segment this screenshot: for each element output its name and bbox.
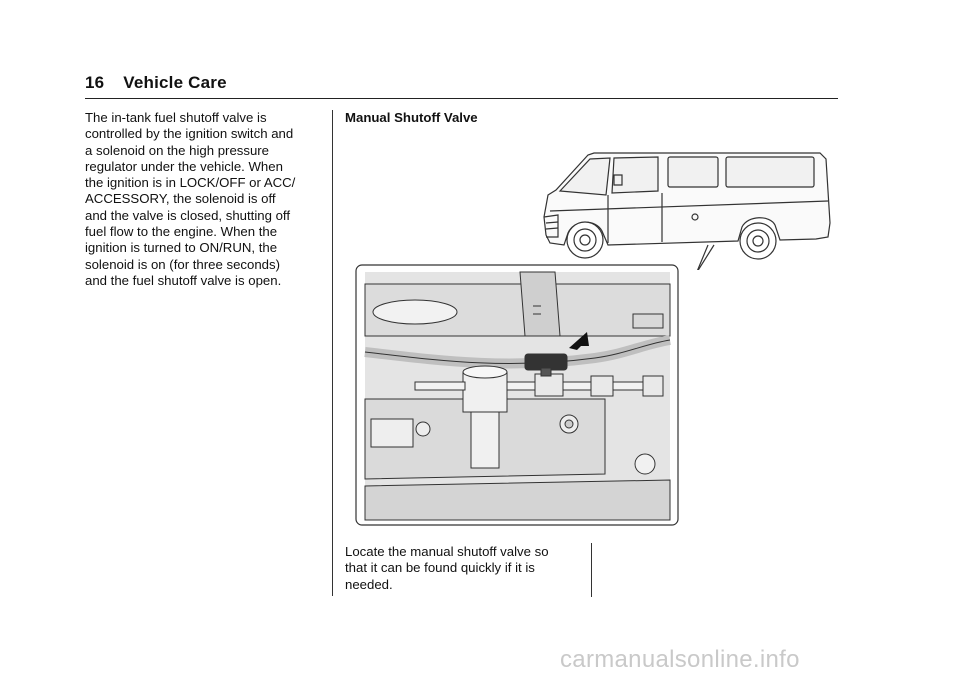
column-divider-right: [591, 543, 592, 597]
locate-valve-paragraph: Locate the manual shutoff valve so that it can be found quickly if it is needed.: [345, 544, 549, 592]
column-divider: [332, 110, 333, 596]
van-illustration: [530, 145, 835, 270]
watermark: carmanualsonline.info: [560, 646, 800, 673]
figure-caption: Manual Shutoff Valve: [345, 110, 478, 125]
page-header: [85, 73, 227, 93]
fuel-shutoff-paragraph: The in-tank fuel shutoff valve is controlled by the ignition switch and a solenoid on the high pressure regulator under the vehicle. When the ignition is in LOCK/OFF or ACC/ ACCESSORY, the solenoid is off and the valve is closed, shutting off fuel flow to the engine. When the ignition is turned to ON/RUN, the solenoid is on (for three seconds) and the fuel shutoff valve is open.: [85, 110, 296, 288]
header-rule: [85, 98, 838, 99]
page-number: 16: [85, 73, 105, 92]
section-title: Vehicle Care: [123, 73, 227, 92]
shutoff-valve-illustration: [355, 264, 680, 527]
